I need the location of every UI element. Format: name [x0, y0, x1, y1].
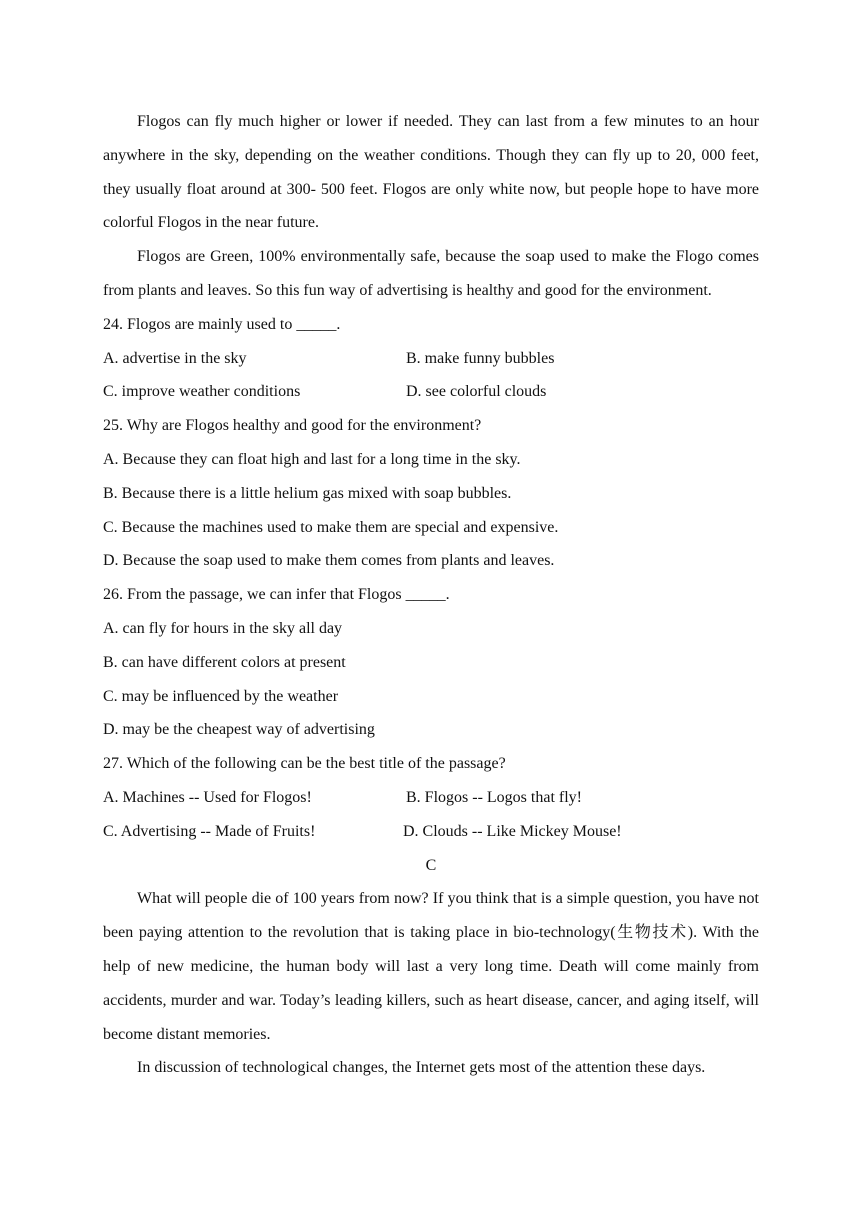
option-row [103, 815, 759, 849]
option-row [103, 342, 759, 376]
option-b: B. make funny bubbles [406, 349, 555, 367]
option-d: D. see colorful clouds [406, 383, 547, 401]
option-c: C. Advertising -- Made of Fruits! [103, 822, 316, 840]
paragraph: Flogos can fly much higher or lower if needed. They can last from a few minutes to an hour anywhere in the sky, depending on the weather conditions. Though they can fly up to 20, 000 feet, they usually float around at 300- 500 feet. Flogos are only white now, but people hope to have more colorful Flogos in the near future. [103, 113, 759, 232]
option-row [103, 781, 759, 815]
option-b: B. Because there is a little helium gas mixed with soap bubbles. [103, 484, 512, 502]
option-b: B. can have different colors at present [103, 653, 346, 671]
option-c: C. improve weather conditions [103, 383, 301, 401]
document-page [103, 105, 759, 1085]
option-b: B. Flogos -- Logos that fly! [406, 788, 582, 806]
option-a: A. advertise in the sky [103, 349, 247, 367]
question-stem: 24. Flogos are mainly used to _____. [103, 315, 341, 333]
question-25 [103, 409, 759, 578]
question-26 [103, 578, 759, 747]
option-a: A. can fly for hours in the sky all day [103, 619, 343, 637]
option-c: C. may be influenced by the weather [103, 687, 339, 705]
option-a: A. Because they can float high and last for a long time in the sky. [103, 450, 521, 468]
question-27 [103, 747, 759, 848]
option-d: D. Because the soap used to make them comes from plants and leaves. [103, 552, 555, 570]
question-stem: 26. From the passage, we can infer that Flogos _____. [103, 586, 450, 604]
paragraph: In discussion of technological changes, the Internet gets most of the attention these days. [137, 1059, 706, 1077]
section-heading: C [425, 856, 437, 874]
question-stem: 25. Why are Flogos healthy and good for the environment? [103, 417, 482, 435]
option-c: C. Because the machines used to make them are special and expensive. [103, 518, 559, 536]
option-d: D. may be the cheapest way of advertising [103, 721, 375, 739]
paragraph: What will people die of 100 years from now? If you think that is a simple question, you have not been paying attention to the revolution that is taking place in bio-technology(生物技术). With the help of new medicine, the human body will last a very long time. Death will come mainly from accidents, murder and war. Today’s leading killers, such as heart disease, cancer, and aging itself, will become distant memories. [103, 890, 759, 1043]
option-a: A. Machines -- Used for Flogos! [103, 788, 312, 806]
option-row [103, 375, 759, 409]
question-24 [103, 308, 759, 409]
question-stem: 27. Which of the following can be the best title of the passage? [103, 755, 506, 773]
option-d: D. Clouds -- Like Mickey Mouse! [403, 822, 622, 840]
paragraph: Flogos are Green, 100% environmentally safe, because the soap used to make the Flogo comes from plants and leaves. So this fun way of advertising is healthy and good for the environment. [103, 248, 759, 299]
